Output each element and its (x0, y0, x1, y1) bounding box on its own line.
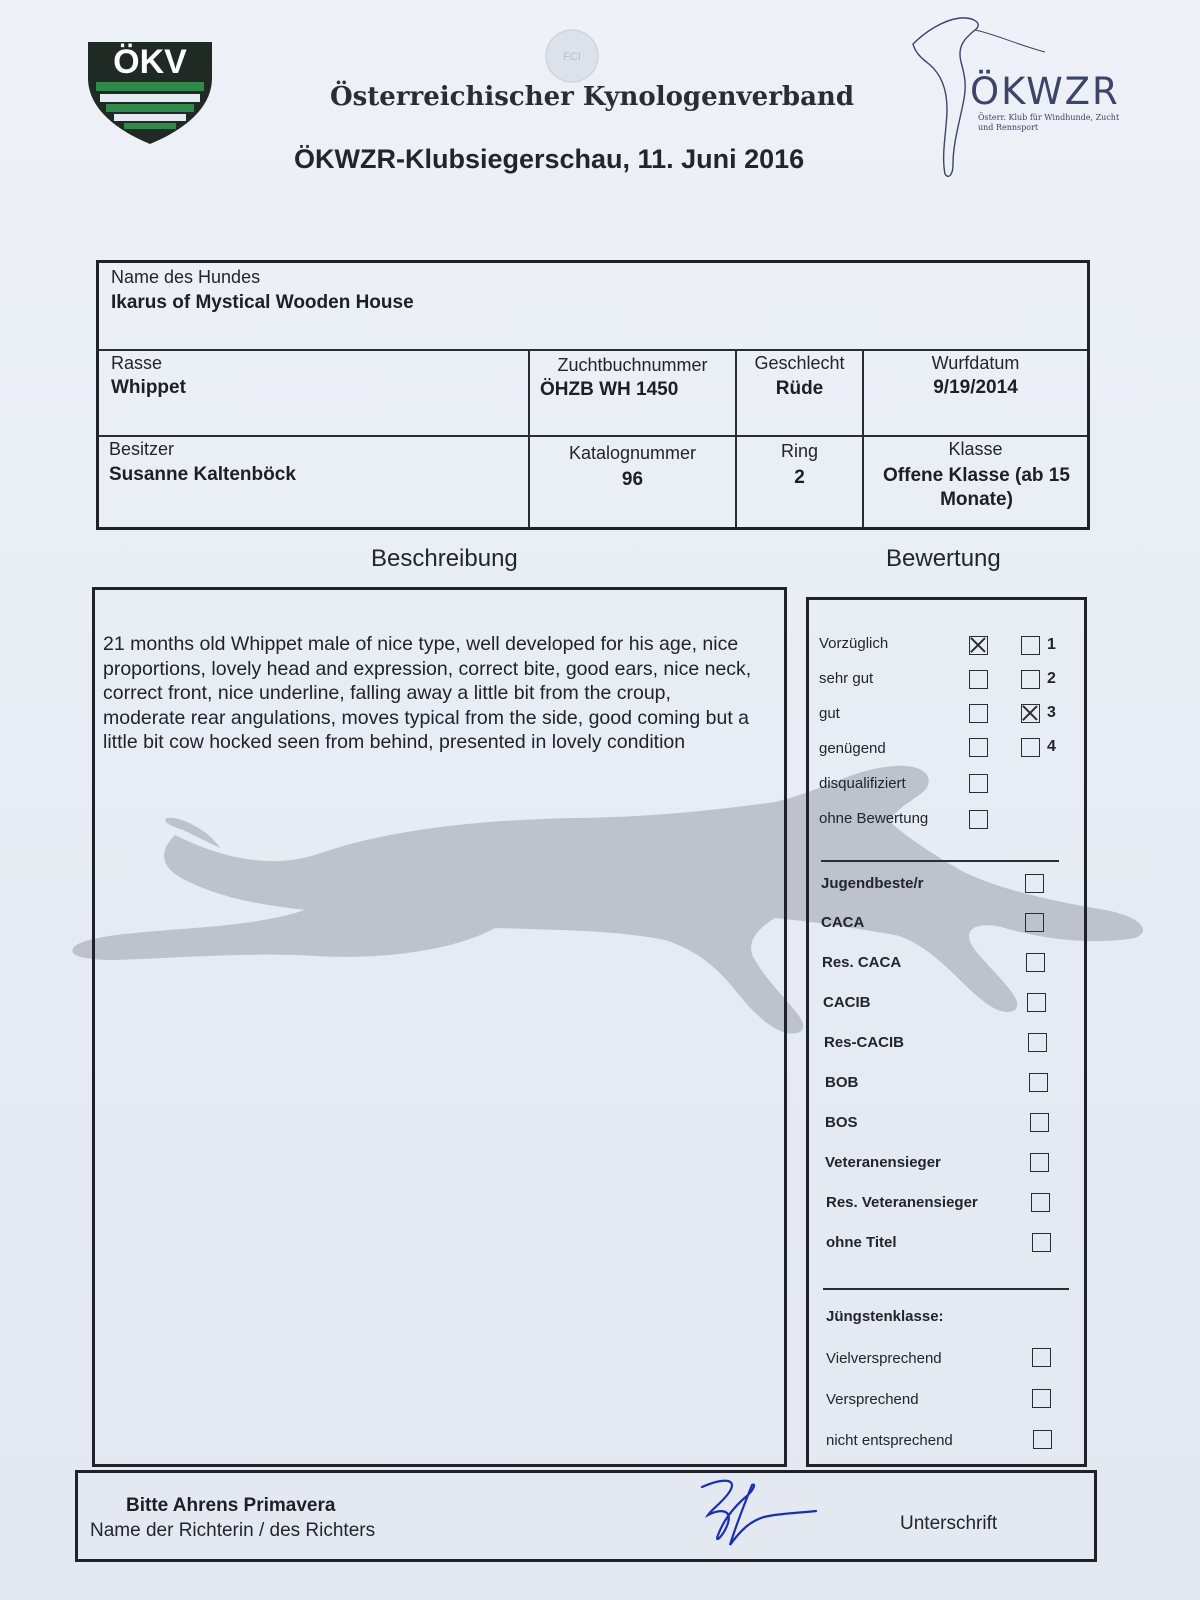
owner-label: Besitzer (109, 439, 175, 459)
fci-logo-text: FCI (563, 51, 581, 63)
ring-label: Ring (780, 441, 819, 461)
dog-name-label: Name des Hundes (111, 267, 261, 287)
rank-checkbox[interactable] (1021, 704, 1040, 723)
title-label: Jugendbeste/r (821, 875, 924, 892)
grade-label: Vorzüglich (819, 635, 889, 652)
judge-footer (75, 1470, 1097, 1562)
grade-label: genügend (819, 740, 886, 757)
club-logo-name: ÖKWZR (970, 70, 1120, 113)
class-value: Offene Klasse (ab 15 Monate) (883, 465, 1070, 510)
rank-number: 1 (1047, 636, 1056, 653)
okv-logo-text: ÖKV (113, 43, 187, 81)
title-checkbox[interactable] (1027, 993, 1046, 1012)
grade-label: sehr gut (819, 670, 874, 687)
owner-value: Susanne Kaltenböck (109, 464, 296, 485)
grade-checkbox[interactable] (969, 738, 988, 757)
title-checkbox[interactable] (1032, 1233, 1051, 1252)
rank-number: 4 (1047, 738, 1056, 755)
title-checkbox[interactable] (1025, 913, 1044, 932)
catalog-label: Katalognummer (568, 443, 697, 463)
show-title: ÖKWZR-Klubsiegerschau, 11. Juni 2016 (294, 144, 805, 174)
breed-label: Rasse (111, 353, 163, 373)
judge-label: Name der Richterin / des Richters (90, 1520, 376, 1541)
youngest-label: Vielversprechend (826, 1350, 942, 1367)
birth-date-label: Wurfdatum (931, 353, 1020, 373)
title-checkbox[interactable] (1028, 1033, 1047, 1052)
title-checkbox[interactable] (1026, 953, 1045, 972)
sex-value: Rüde (775, 378, 824, 399)
description-heading: Beschreibung (371, 545, 518, 572)
youngest-checkbox[interactable] (1033, 1430, 1052, 1449)
rank-checkbox[interactable] (1021, 670, 1040, 689)
youngest-checkbox[interactable] (1032, 1389, 1051, 1408)
rating-heading: Bewertung (886, 545, 1001, 572)
title-label: CACA (821, 914, 865, 931)
title-checkbox[interactable] (1029, 1073, 1048, 1092)
fci-logo (544, 28, 600, 84)
rank-checkbox[interactable] (1021, 636, 1040, 655)
rank-checkbox[interactable] (1021, 738, 1040, 757)
rating-divider (823, 1288, 1069, 1290)
studbook-value: ÖHZB WH 1450 (540, 379, 679, 400)
grade-label: gut (819, 705, 840, 722)
grade-checkbox[interactable] (969, 704, 988, 723)
grade-checkbox[interactable] (969, 636, 988, 655)
organization-title: Österreichischer Kynologenverband (330, 82, 855, 112)
title-checkbox[interactable] (1030, 1113, 1049, 1132)
club-logo-subtitle: Österr. Klub für Windhunde, Zucht und Rennsport (978, 113, 1120, 132)
title-label: BOS (825, 1114, 858, 1131)
judge-signature (690, 1465, 820, 1555)
rating-divider (821, 860, 1059, 862)
youngest-checkbox[interactable] (1032, 1348, 1051, 1367)
signature-label: Unterschrift (900, 1513, 998, 1534)
title-label: Res. Veteranensieger (826, 1194, 978, 1211)
title-label: BOB (825, 1074, 859, 1091)
judge-name: Bitte Ahrens Primavera (126, 1495, 336, 1516)
rating-box (806, 597, 1087, 1467)
rank-number: 2 (1047, 670, 1056, 687)
ring-value: 2 (794, 467, 805, 488)
grade-checkbox[interactable] (969, 810, 988, 829)
title-label: CACIB (823, 994, 871, 1011)
dog-info-table (96, 260, 1090, 530)
grade-checkbox[interactable] (969, 774, 988, 793)
class-label: Klasse (948, 439, 1003, 459)
studbook-label: Zuchtbuchnummer (557, 355, 708, 375)
description-box (92, 587, 787, 1467)
sex-label: Geschlecht (754, 353, 845, 373)
youngest-heading: Jüngstenklasse: (826, 1308, 944, 1325)
title-checkbox[interactable] (1025, 874, 1044, 893)
youngest-label: nicht entsprechend (826, 1432, 953, 1449)
title-checkbox[interactable] (1030, 1153, 1049, 1172)
grade-label: ohne Bewertung (819, 810, 929, 827)
breed-value: Whippet (111, 377, 186, 398)
title-label: Res-CACIB (824, 1034, 905, 1051)
title-label: Veteranensieger (825, 1154, 941, 1171)
okv-logo (84, 38, 216, 146)
grade-label: disqualifiziert (819, 775, 906, 792)
catalog-value: 96 (621, 469, 644, 490)
dog-name-value: Ikarus of Mystical Wooden House (111, 292, 414, 313)
grade-checkbox[interactable] (969, 670, 988, 689)
description-text: 21 months old Whippet male of nice type, well developed for his age, nice proportions, lovely head and expression, correct bite, good ears, nice neck, correct front, nice underline, falling away a little bit from the croup, moderate rear angulations, moves typical from the side, good coming but a little bit cow hocked seen from behind, presented in lovely condition (103, 633, 752, 753)
title-checkbox[interactable] (1031, 1193, 1050, 1212)
birth-date-value: 9/19/2014 (933, 377, 1018, 398)
title-label: Res. CACA (822, 954, 902, 971)
title-label: ohne Titel (826, 1234, 897, 1251)
youngest-label: Versprechend (826, 1391, 919, 1408)
rank-number: 3 (1047, 704, 1056, 721)
